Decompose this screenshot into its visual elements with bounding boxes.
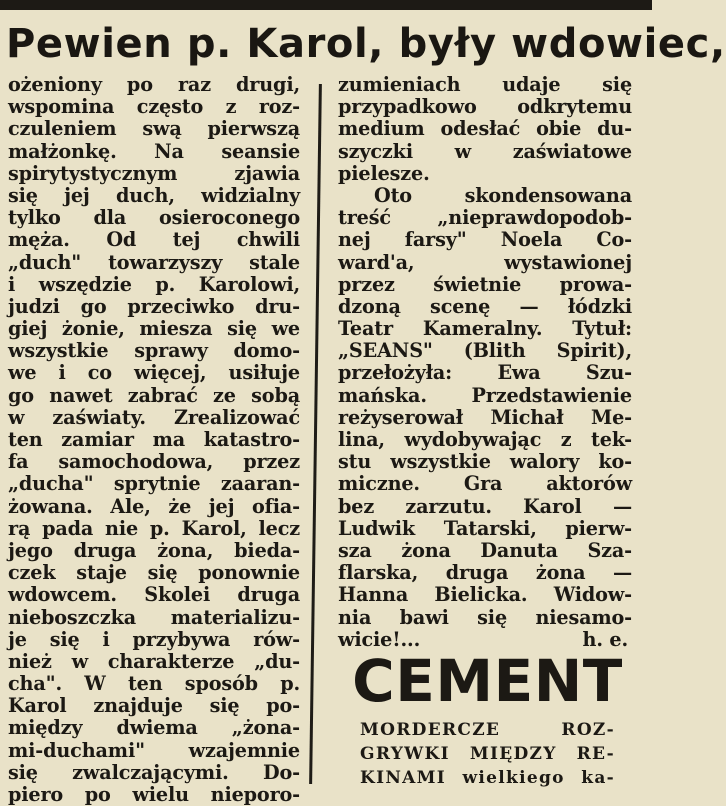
left-column (8, 74, 300, 806)
text-line: reżyserował Michał Me- (338, 405, 632, 429)
text-line: zumieniach udaje się (338, 73, 632, 96)
text-line: judzi go przeciwko dru- (8, 294, 300, 318)
subtitle-line: GRYWKI MIĘDZY RE- (360, 744, 615, 764)
section-subtitle (360, 718, 615, 790)
column-divider (309, 84, 322, 784)
headline: Pewien p. Karol, były wdowiec, (6, 21, 726, 67)
text-line: cha". W ten sposób p. (8, 672, 300, 696)
text-line: dzoną scenę — łódzki (338, 294, 632, 318)
text-line: się zwalczającymi. Do- (8, 760, 300, 784)
text-line: Teatr Kameralny. Tytuł: (338, 317, 632, 341)
text-line: męża. Od tej chwili (8, 228, 300, 252)
text-line: „ducha" sprytnie zaaran- (8, 472, 300, 496)
text-line: nia bawi się niesamo- (338, 605, 632, 629)
right-column (338, 74, 632, 651)
text-line: medium odesłać obie du- (338, 117, 632, 141)
closing-text: wicie!... (338, 627, 421, 651)
text-line: je się i przybywa rów- (8, 627, 300, 651)
text-line: wdowcem. Skolei druga (8, 583, 300, 607)
text-line: we i co więcej, usiłuje (8, 361, 300, 385)
text-line: „duch" towarzyszy stale (8, 250, 300, 274)
text-line: ożeniony po raz drugi, (8, 73, 300, 96)
text-line: flarska, druga żona — (338, 561, 632, 585)
text-line: przypadkowo odkrytemu (338, 95, 632, 119)
text-line: sza żona Danuta Sza- (338, 538, 632, 562)
text-line: jego druga żona, bieda- (8, 538, 300, 562)
text-line: bez zarzutu. Karol — (338, 494, 632, 518)
text-line: Karol znajduje się po- (8, 694, 300, 718)
text-line: nieboszczka materializu- (8, 605, 300, 629)
text-line: przez świetnie prowa- (338, 272, 632, 296)
text-line: Oto skondensowana (374, 183, 632, 207)
text-line: mi-duchami" wzajemnie (8, 738, 300, 762)
text-line: między dwiema „żona- (8, 716, 300, 740)
text-line: czek staje się ponownie (8, 561, 300, 585)
text-line: spirytystycznym zjawia (8, 161, 300, 185)
top-rule (0, 0, 652, 10)
text-line: i wszędzie p. Karolowi, (8, 272, 300, 296)
text-line: stu wszystkie walory ko- (338, 450, 632, 474)
text-line: się jej duch, widzialny (8, 183, 300, 207)
text-line: tylko dla osieroconego (8, 206, 300, 230)
text-line: go nawet zabrać ze sobą (8, 383, 300, 407)
text-line: miczne. Gra aktorów (338, 472, 632, 496)
text-line: Ludwik Tatarski, pierw- (338, 516, 632, 540)
text-line: czuleniem swą pierwszą (8, 117, 300, 141)
author-signature: h. e. (582, 627, 628, 651)
text-line: wszystkie sprawy domo- (8, 339, 300, 363)
text-line: przełożyła: Ewa Szu- (338, 361, 632, 385)
text-line: wspomina często z roz- (8, 95, 300, 119)
text-line: rą pada nie p. Karol, lecz (8, 516, 300, 540)
text-line: małżonkę. Na seansie (8, 139, 300, 163)
text-line: Hanna Bielicka. Widow- (338, 583, 632, 607)
section-title: CEMENT (352, 647, 623, 715)
text-line: mańska. Przedstawienie (338, 383, 632, 407)
text-line: szyczki w zaświatowe (338, 139, 632, 163)
text-line: piero po wielu nieporo- (8, 783, 300, 806)
subtitle-line: KINAMI wielkiego ka- (360, 768, 615, 788)
subtitle-line: MORDERCZE ROZ- (360, 720, 615, 740)
text-line: nej farsy" Noela Co- (338, 228, 632, 252)
text-line: giej żonie, miesza się we (8, 317, 300, 341)
text-line: ward'a, wystawionej (338, 250, 632, 274)
text-line: pielesze. (338, 161, 430, 185)
text-line: treść „nieprawdopodob- (338, 206, 632, 230)
text-line: lina, wydobywając z tek- (338, 428, 632, 451)
text-line: w zaświaty. Zrealizować (8, 405, 300, 429)
text-line: ten zamiar ma katastro- (8, 428, 300, 451)
text-line: fa samochodowa, przez (8, 450, 300, 474)
text-line: „SEANS" (Blith Spirit), (338, 339, 632, 363)
text-line: żowana. Ale, że jej ofia- (8, 494, 300, 518)
text-line: nież w charakterze „du- (8, 649, 300, 673)
